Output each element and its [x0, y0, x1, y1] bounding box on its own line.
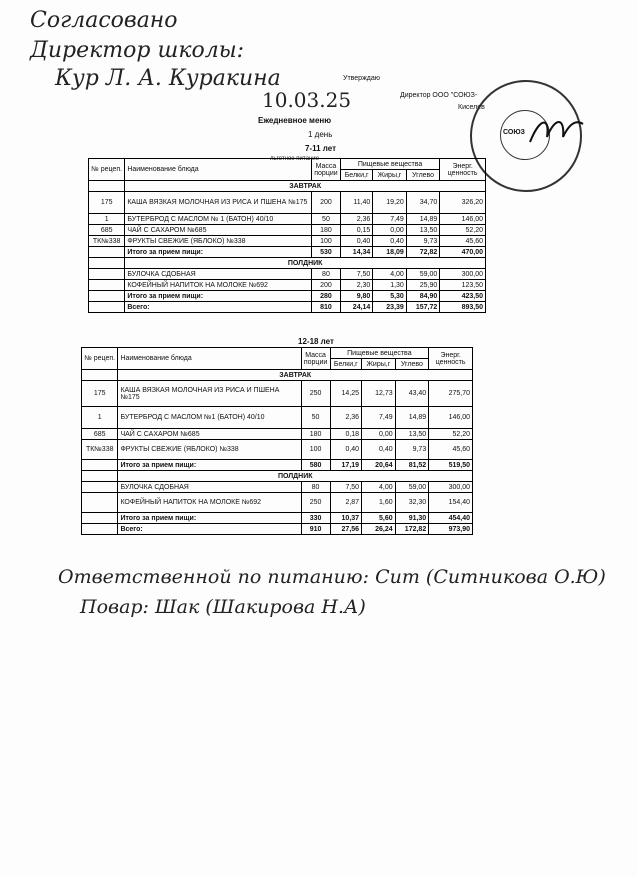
- table-cell: 18,09: [373, 247, 406, 258]
- table-cell: Всего:: [118, 524, 301, 535]
- table-cell: 12,73: [362, 381, 396, 407]
- table-row: [89, 269, 486, 280]
- table-cell: Итого за прием пищи:: [125, 291, 312, 302]
- table-cell: 9,73: [406, 236, 439, 247]
- table-cell: [89, 269, 125, 280]
- col-name: Наименование блюда: [125, 159, 312, 181]
- table-row: [82, 482, 473, 493]
- subtotal-row: [89, 291, 486, 302]
- total-row: [82, 524, 473, 535]
- table-row: [89, 280, 486, 291]
- director-signature: [525, 112, 585, 152]
- menu-table-12-18: [81, 347, 473, 535]
- col-num: № рецеп.: [89, 159, 125, 181]
- table-cell: ФРУКТЫ СВЕЖИЕ (ЯБЛОКО) №338: [125, 236, 312, 247]
- table-cell: 5,30: [373, 291, 406, 302]
- table-cell: 7,50: [330, 482, 362, 493]
- table-cell: [82, 370, 118, 381]
- table-row: [82, 493, 473, 513]
- table-row: [89, 225, 486, 236]
- table-cell: Масса порции: [301, 348, 330, 370]
- table-cell: 2,30: [340, 280, 372, 291]
- table-cell: 973,90: [429, 524, 473, 535]
- table-cell: 50: [312, 214, 341, 225]
- table-cell: ЧАЙ С САХАРОМ №685: [118, 429, 301, 440]
- table-cell: КАША ВЯЗКАЯ МОЛОЧНАЯ ИЗ РИСА И ПШЕНА №175: [118, 381, 301, 407]
- col-protein: Белки,г: [340, 170, 372, 181]
- table-cell: 2,36: [330, 407, 362, 429]
- table-cell: 685: [82, 429, 118, 440]
- table-cell: 0,40: [330, 440, 362, 460]
- table-cell: 0,00: [373, 225, 406, 236]
- table-cell: 300,00: [429, 482, 473, 493]
- table-cell: 25,90: [406, 280, 439, 291]
- table-cell: 157,72: [406, 302, 439, 313]
- table-header-row: [82, 348, 473, 359]
- section-breakfast: [89, 181, 486, 192]
- table-cell: Всего:: [125, 302, 312, 313]
- table-cell: 45,60: [440, 236, 486, 247]
- table-cell: 11,40: [340, 192, 372, 214]
- table-cell: Углево: [395, 359, 429, 370]
- table-cell: Итого за прием пищи:: [118, 513, 301, 524]
- table-cell: 81,52: [395, 460, 429, 471]
- table-cell: ФРУКТЫ СВЕЖИЕ (ЯБЛОКО) №338: [118, 440, 301, 460]
- table-cell: ЗАВТРАК: [118, 370, 473, 381]
- table-cell: 19,20: [373, 192, 406, 214]
- table-cell: 43,40: [395, 381, 429, 407]
- table-row: [82, 407, 473, 429]
- col-mass: Масса порции: [312, 159, 341, 181]
- table-cell: ЧАЙ С САХАРОМ №685: [125, 225, 312, 236]
- menu-title: Ежедневное меню: [258, 116, 332, 125]
- table-cell: [82, 524, 118, 535]
- table-cell: Жиры,г: [362, 359, 396, 370]
- table-row: [89, 236, 486, 247]
- table-cell: ПОЛДНИК: [118, 471, 473, 482]
- table-cell: 423,50: [440, 291, 486, 302]
- table-cell: 530: [312, 247, 341, 258]
- table-cell: 123,50: [440, 280, 486, 291]
- table-cell: 0,40: [340, 236, 372, 247]
- director-name-handwriting: Кур Л. А. Куракина: [55, 66, 281, 91]
- table-cell: [89, 280, 125, 291]
- table-cell: [82, 482, 118, 493]
- table-cell: БУЛОЧКА СДОБНАЯ: [118, 482, 301, 493]
- table-cell: 100: [312, 236, 341, 247]
- table-cell: 91,30: [395, 513, 429, 524]
- cook-handwriting: Повар: Шак (Шакирова Н.А): [80, 596, 366, 618]
- table-cell: 154,40: [429, 493, 473, 513]
- table-cell: 59,00: [395, 482, 429, 493]
- table-cell: 50: [301, 407, 330, 429]
- menu-note: льготное питание: [270, 156, 319, 162]
- table-cell: 5,60: [362, 513, 396, 524]
- table-cell: Энерг. ценность: [429, 348, 473, 370]
- table-cell: [82, 460, 118, 471]
- subtotal-row: [82, 513, 473, 524]
- table-cell: 13,50: [395, 429, 429, 440]
- table-cell: 72,82: [406, 247, 439, 258]
- table-cell: Итого за прием пищи:: [125, 247, 312, 258]
- table-row: [89, 192, 486, 214]
- director-handwriting: Директор школы:: [30, 38, 245, 63]
- table-cell: 26,24: [362, 524, 396, 535]
- table-cell: 910: [301, 524, 330, 535]
- table-cell: 52,20: [429, 429, 473, 440]
- table-cell: 0,15: [340, 225, 372, 236]
- table-cell: ПОЛДНИК: [125, 258, 486, 269]
- table-cell: Итого за прием пищи:: [118, 460, 301, 471]
- table-cell: 13,50: [406, 225, 439, 236]
- table-cell: 9,73: [395, 440, 429, 460]
- table-cell: 1: [89, 214, 125, 225]
- table-cell: 810: [312, 302, 341, 313]
- table-cell: 27,56: [330, 524, 362, 535]
- table-cell: 146,00: [440, 214, 486, 225]
- table-cell: 23,39: [373, 302, 406, 313]
- table-row: [82, 429, 473, 440]
- col-fat: Жиры,г: [373, 170, 406, 181]
- table-cell: 59,00: [406, 269, 439, 280]
- col-energy: Энерг. ценность: [440, 159, 486, 181]
- table-cell: 4,00: [362, 482, 396, 493]
- table-cell: 10,37: [330, 513, 362, 524]
- table-cell: 330: [301, 513, 330, 524]
- table-cell: [82, 471, 118, 482]
- table-cell: 200: [312, 192, 341, 214]
- table-cell: 250: [301, 493, 330, 513]
- table-cell: 1,30: [373, 280, 406, 291]
- col-carb: Углево: [406, 170, 439, 181]
- table-cell: 685: [89, 225, 125, 236]
- table-cell: Наименование блюда: [118, 348, 301, 370]
- table-cell: 326,20: [440, 192, 486, 214]
- agreed-handwriting: Согласовано: [30, 8, 178, 33]
- table-cell: Пищевые вещества: [330, 348, 429, 359]
- table-cell: 34,70: [406, 192, 439, 214]
- subtotal-row: [89, 247, 486, 258]
- responsible-handwriting: Ответственной по питанию: Сит (Ситникова О.Ю): [58, 566, 606, 588]
- subtotal-row: [82, 460, 473, 471]
- table-cell: КАША ВЯЗКАЯ МОЛОЧНАЯ ИЗ РИСА И ПШЕНА №175: [125, 192, 312, 214]
- section-snack: [82, 471, 473, 482]
- table-cell: 84,90: [406, 291, 439, 302]
- table-cell: 100: [301, 440, 330, 460]
- table-cell: [89, 247, 125, 258]
- director-label: Директор ООО "СОЮЗ-: [400, 92, 478, 99]
- table-cell: 280: [312, 291, 341, 302]
- table-cell: 200: [312, 280, 341, 291]
- table-cell: [89, 302, 125, 313]
- table-cell: 300,00: [440, 269, 486, 280]
- table-cell: 14,25: [330, 381, 362, 407]
- table-cell: 52,20: [440, 225, 486, 236]
- table-cell: 580: [301, 460, 330, 471]
- table-cell: 180: [312, 225, 341, 236]
- table-cell: № рецеп.: [82, 348, 118, 370]
- table-cell: [89, 181, 125, 192]
- age-group-2: 12-18 лет: [298, 337, 334, 346]
- table-cell: 519,50: [429, 460, 473, 471]
- table-cell: 0,40: [373, 236, 406, 247]
- table-cell: 1,60: [362, 493, 396, 513]
- section-snack: [89, 258, 486, 269]
- table-cell: КОФЕЙНЫЙ НАПИТОК НА МОЛОКЕ №692: [118, 493, 301, 513]
- table-cell: 4,00: [373, 269, 406, 280]
- table-cell: 7,49: [362, 407, 396, 429]
- table-cell: 454,40: [429, 513, 473, 524]
- table-header-row: [89, 159, 486, 170]
- table-cell: [89, 258, 125, 269]
- table-cell: 275,70: [429, 381, 473, 407]
- table-cell: 180: [301, 429, 330, 440]
- table-cell: БУЛОЧКА СДОБНАЯ: [125, 269, 312, 280]
- table-row: [82, 381, 473, 407]
- table-cell: 893,50: [440, 302, 486, 313]
- table-row: [89, 214, 486, 225]
- table-cell: 17,19: [330, 460, 362, 471]
- age-group-1: 7-11 лет: [305, 144, 337, 153]
- section-breakfast: [82, 370, 473, 381]
- table-cell: БУТЕРБРОД С МАСЛОМ № 1 (БАТОН) 40/10: [125, 214, 312, 225]
- table-cell: КОФЕЙНЫЙ НАПИТОК НА МОЛОКЕ №692: [125, 280, 312, 291]
- table-cell: 146,00: [429, 407, 473, 429]
- table-cell: БУТЕРБРОД С МАСЛОМ №1 (БАТОН) 40/10: [118, 407, 301, 429]
- table-cell: 175: [89, 192, 125, 214]
- table-cell: ТК№338: [82, 440, 118, 460]
- total-row: [89, 302, 486, 313]
- col-nutrients: Пищевые вещества: [340, 159, 439, 170]
- table-cell: 80: [312, 269, 341, 280]
- table-cell: 7,49: [373, 214, 406, 225]
- table-cell: 14,34: [340, 247, 372, 258]
- table-cell: 2,36: [340, 214, 372, 225]
- table-cell: 24,14: [340, 302, 372, 313]
- table-cell: 9,80: [340, 291, 372, 302]
- table-cell: 80: [301, 482, 330, 493]
- table-cell: 172,82: [395, 524, 429, 535]
- company-stamp-text: СОЮЗ: [503, 129, 525, 136]
- table-cell: [89, 291, 125, 302]
- table-cell: 1: [82, 407, 118, 429]
- date-handwriting: 10.03.25: [262, 88, 352, 112]
- table-cell: 14,89: [406, 214, 439, 225]
- table-cell: Белки,г: [330, 359, 362, 370]
- table-cell: [82, 513, 118, 524]
- table-cell: 0,18: [330, 429, 362, 440]
- table-cell: 45,60: [429, 440, 473, 460]
- table-cell: 2,87: [330, 493, 362, 513]
- director-name: Киселев: [458, 104, 485, 111]
- table-cell: ЗАВТРАК: [125, 181, 486, 192]
- table-cell: [82, 493, 118, 513]
- table-cell: ТК№338: [89, 236, 125, 247]
- table-cell: 0,40: [362, 440, 396, 460]
- approve-label: Утверждаю: [343, 75, 380, 82]
- table-cell: 32,30: [395, 493, 429, 513]
- table-cell: 20,64: [362, 460, 396, 471]
- table-cell: 0,00: [362, 429, 396, 440]
- table-cell: 470,00: [440, 247, 486, 258]
- table-cell: 14,89: [395, 407, 429, 429]
- table-row: [82, 440, 473, 460]
- menu-table-7-11: [88, 158, 486, 313]
- table-cell: 7,50: [340, 269, 372, 280]
- table-cell: 175: [82, 381, 118, 407]
- table-cell: 250: [301, 381, 330, 407]
- day-label: 1 день: [308, 130, 333, 139]
